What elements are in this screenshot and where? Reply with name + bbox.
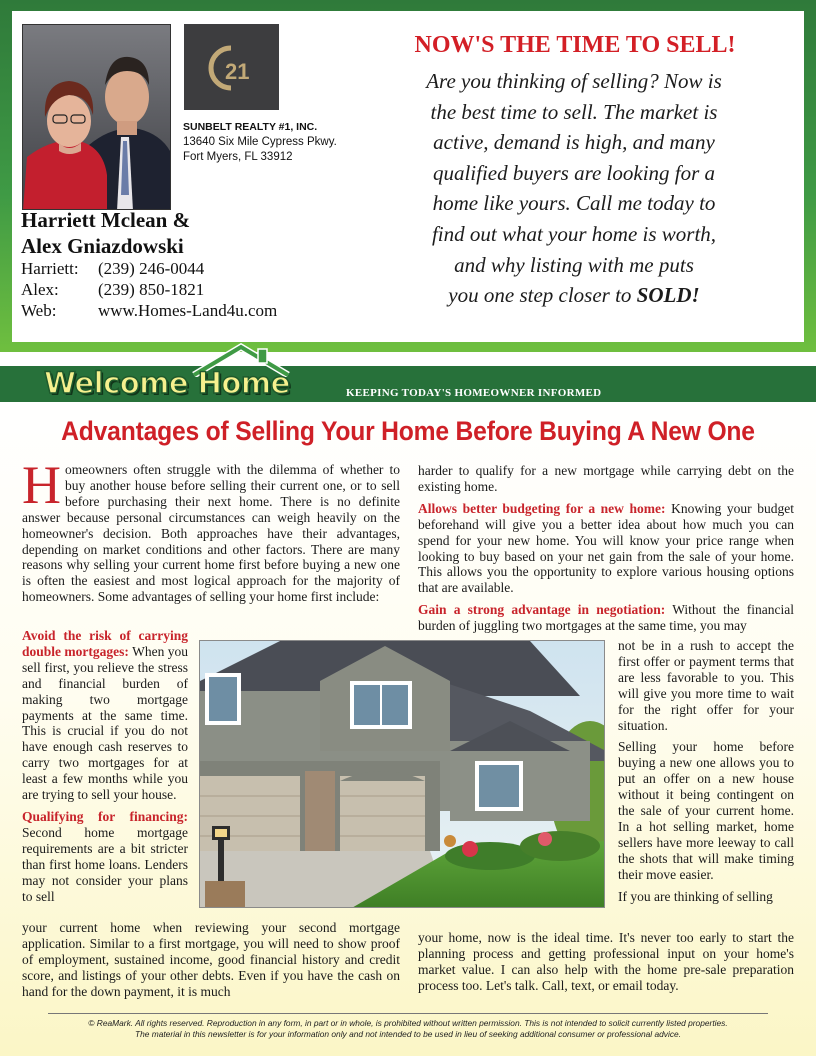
- section-body-continued: not be in a rush to accept the first offer or payment terms that are less favorable to you. This will give you more time to wait for the right offer for your situation.: [618, 638, 794, 733]
- house-photo: [199, 640, 605, 908]
- section-body: Second home mortgage requirements are a bit stricter than first home loans. Lenders may not consider your plans to sell: [22, 824, 188, 904]
- section-heading: Avoid the risk of carrying double mortgages:: [22, 628, 188, 659]
- section-body: Without the financial burden of juggling two mortgages at the same time, you may: [418, 602, 794, 634]
- footer-line2: The material in this newsletter is for your information only and not intended to be used in lieu of seeking additional consumer or professional advice.: [134, 1029, 682, 1039]
- section-body-continued: harder to qualify for a new mortgage while carrying debt on the existing home.: [418, 463, 794, 494]
- brokerage-info: [183, 120, 383, 165]
- dropcap: H: [22, 455, 61, 515]
- article-right-top: [418, 463, 794, 640]
- section-heading: Allows better budgeting for a new home:: [418, 500, 666, 516]
- contact-phone-harriett[interactable]: (239) 246-0044: [98, 259, 205, 278]
- agent-photo: [22, 24, 171, 210]
- closing-paragraph-start: If you are thinking of selling: [618, 888, 773, 904]
- section-better-budgeting: [418, 501, 794, 596]
- article-left-bottom: [22, 920, 400, 1006]
- contact-label: Web:: [21, 301, 57, 320]
- article-intro: [22, 455, 400, 605]
- website-link[interactable]: www.Homes-Land4u.com: [98, 301, 278, 320]
- contact-label: Harriett:: [21, 259, 79, 278]
- brokerage-address-line1: 13640 Six Mile Cypress Pkwy.: [183, 136, 337, 148]
- pitch-line: active, demand is high, and many: [433, 130, 715, 155]
- section-body-continued: your current home when reviewing your second mortgage application. Similar to a first mortgage, you will need to show proof of employment, sustained income, good financial history and credit score, and listings of your other debts. Even if you have the cash on hand for the down payment, it is much: [22, 920, 400, 999]
- pitch-line: and why listing with me puts: [454, 252, 694, 277]
- agent-names: [21, 207, 281, 259]
- agent-names-line2: Alex Gniazdowski: [21, 234, 184, 258]
- brokerage-address-line2: Fort Myers, FL 33912: [183, 151, 293, 163]
- closing-paragraph: your home, now is the ideal time. It's never too early to start the planning process and getting professional input on your home's market value. I can also help with the home pre-sale preparation process too. Let's talk. Call, text, or email today.: [418, 930, 794, 993]
- agent-names-line1: Harriett Mclean &: [21, 208, 191, 232]
- pitch-line: Are you thinking of selling? Now is: [426, 69, 722, 93]
- article-right-narrow: [618, 638, 794, 911]
- logo-text: 21: [225, 59, 250, 84]
- article-title: Advantages of Selling Your Home Before Buying A New One: [61, 416, 755, 446]
- contact-row-alex: [21, 280, 351, 300]
- newsletter-title: Welcome Home: [44, 366, 290, 400]
- newsletter-tagline: KEEPING TODAY'S HOMEOWNER INFORMED: [346, 387, 602, 399]
- contact-row-web: [21, 301, 351, 321]
- pitch-last-prefix: you one step closer to: [448, 283, 637, 308]
- section-body: Knowing your budget beforehand will give you a better idea about how much you can spend for your new home. You will know your price range when looking to buy based on your net gain from the sale of your home. This allows you the opportunity to explore various housing options that are available.: [418, 500, 794, 596]
- intro-text: omeowners often struggle with the dilemma of whether to buy another house before selling their current one, or to sell before purchasing their next home. There is no definite answer because personal circumstances can weigh heavily on the homeowner's decision. Both approaches have their advantages, depending on market conditions and other factors. There are many reasons why selling your current home first before buying a new one is often the easiest and most logical approach for the majority of homeowners. Some advantages of selling your home first include:: [22, 462, 400, 605]
- pitch-line: the best time to sell. The market is: [430, 99, 718, 124]
- footer-rule: [48, 1013, 768, 1014]
- article-right-bottom: [418, 930, 794, 1000]
- pitch-line-last: [394, 280, 754, 311]
- promo-pitch: [394, 66, 754, 311]
- century21-logo: [184, 24, 279, 110]
- pitch-line: qualified buyers are looking for a: [432, 160, 716, 185]
- promo-headline: NOW'S THE TIME TO SELL!: [414, 32, 736, 58]
- agent-header-card: [12, 11, 804, 342]
- section-avoid-double-mortgage: [22, 628, 188, 803]
- pitch-sold: SOLD!: [636, 283, 700, 308]
- contact-label: Alex:: [21, 280, 59, 299]
- footer-line1: © ReaMark. All rights reserved. Reproduction in any form, in part or in whole, is prohibited without written permission. This is not intended to solicit currently listed properties.: [88, 1018, 728, 1028]
- contact-row-harriett: [21, 259, 351, 279]
- paragraph-selling-first: Selling your home before buying a new one allows you to put an offer on a new house without it being contingent on the sale of your current home. In a hot selling market, home sellers have more leeway to call the shots that will make timing their move easier.: [618, 739, 794, 882]
- section-heading: Qualifying for financing:: [22, 808, 188, 824]
- pitch-line: home like yours. Call me today to: [432, 191, 716, 216]
- footer-disclaimer: [20, 1018, 796, 1040]
- pitch-line: find out what your home is worth,: [431, 221, 717, 246]
- section-body: When you sell first, you relieve the stress and financial burden of making two mortgage payments at the same time. This is crucial if you do not have enough cash reserves to carry two mortgages for at least a few months while you are trying to sell your house.: [22, 643, 189, 803]
- section-negotiation: [418, 602, 794, 634]
- section-qualifying-financing: [22, 809, 188, 904]
- section-heading: Gain a strong advantage in negotiation:: [418, 602, 666, 618]
- brokerage-name: SUNBELT REALTY #1, INC.: [183, 121, 318, 133]
- article-left-narrow: [22, 628, 188, 910]
- contact-phone-alex[interactable]: (239) 850-1821: [98, 280, 205, 299]
